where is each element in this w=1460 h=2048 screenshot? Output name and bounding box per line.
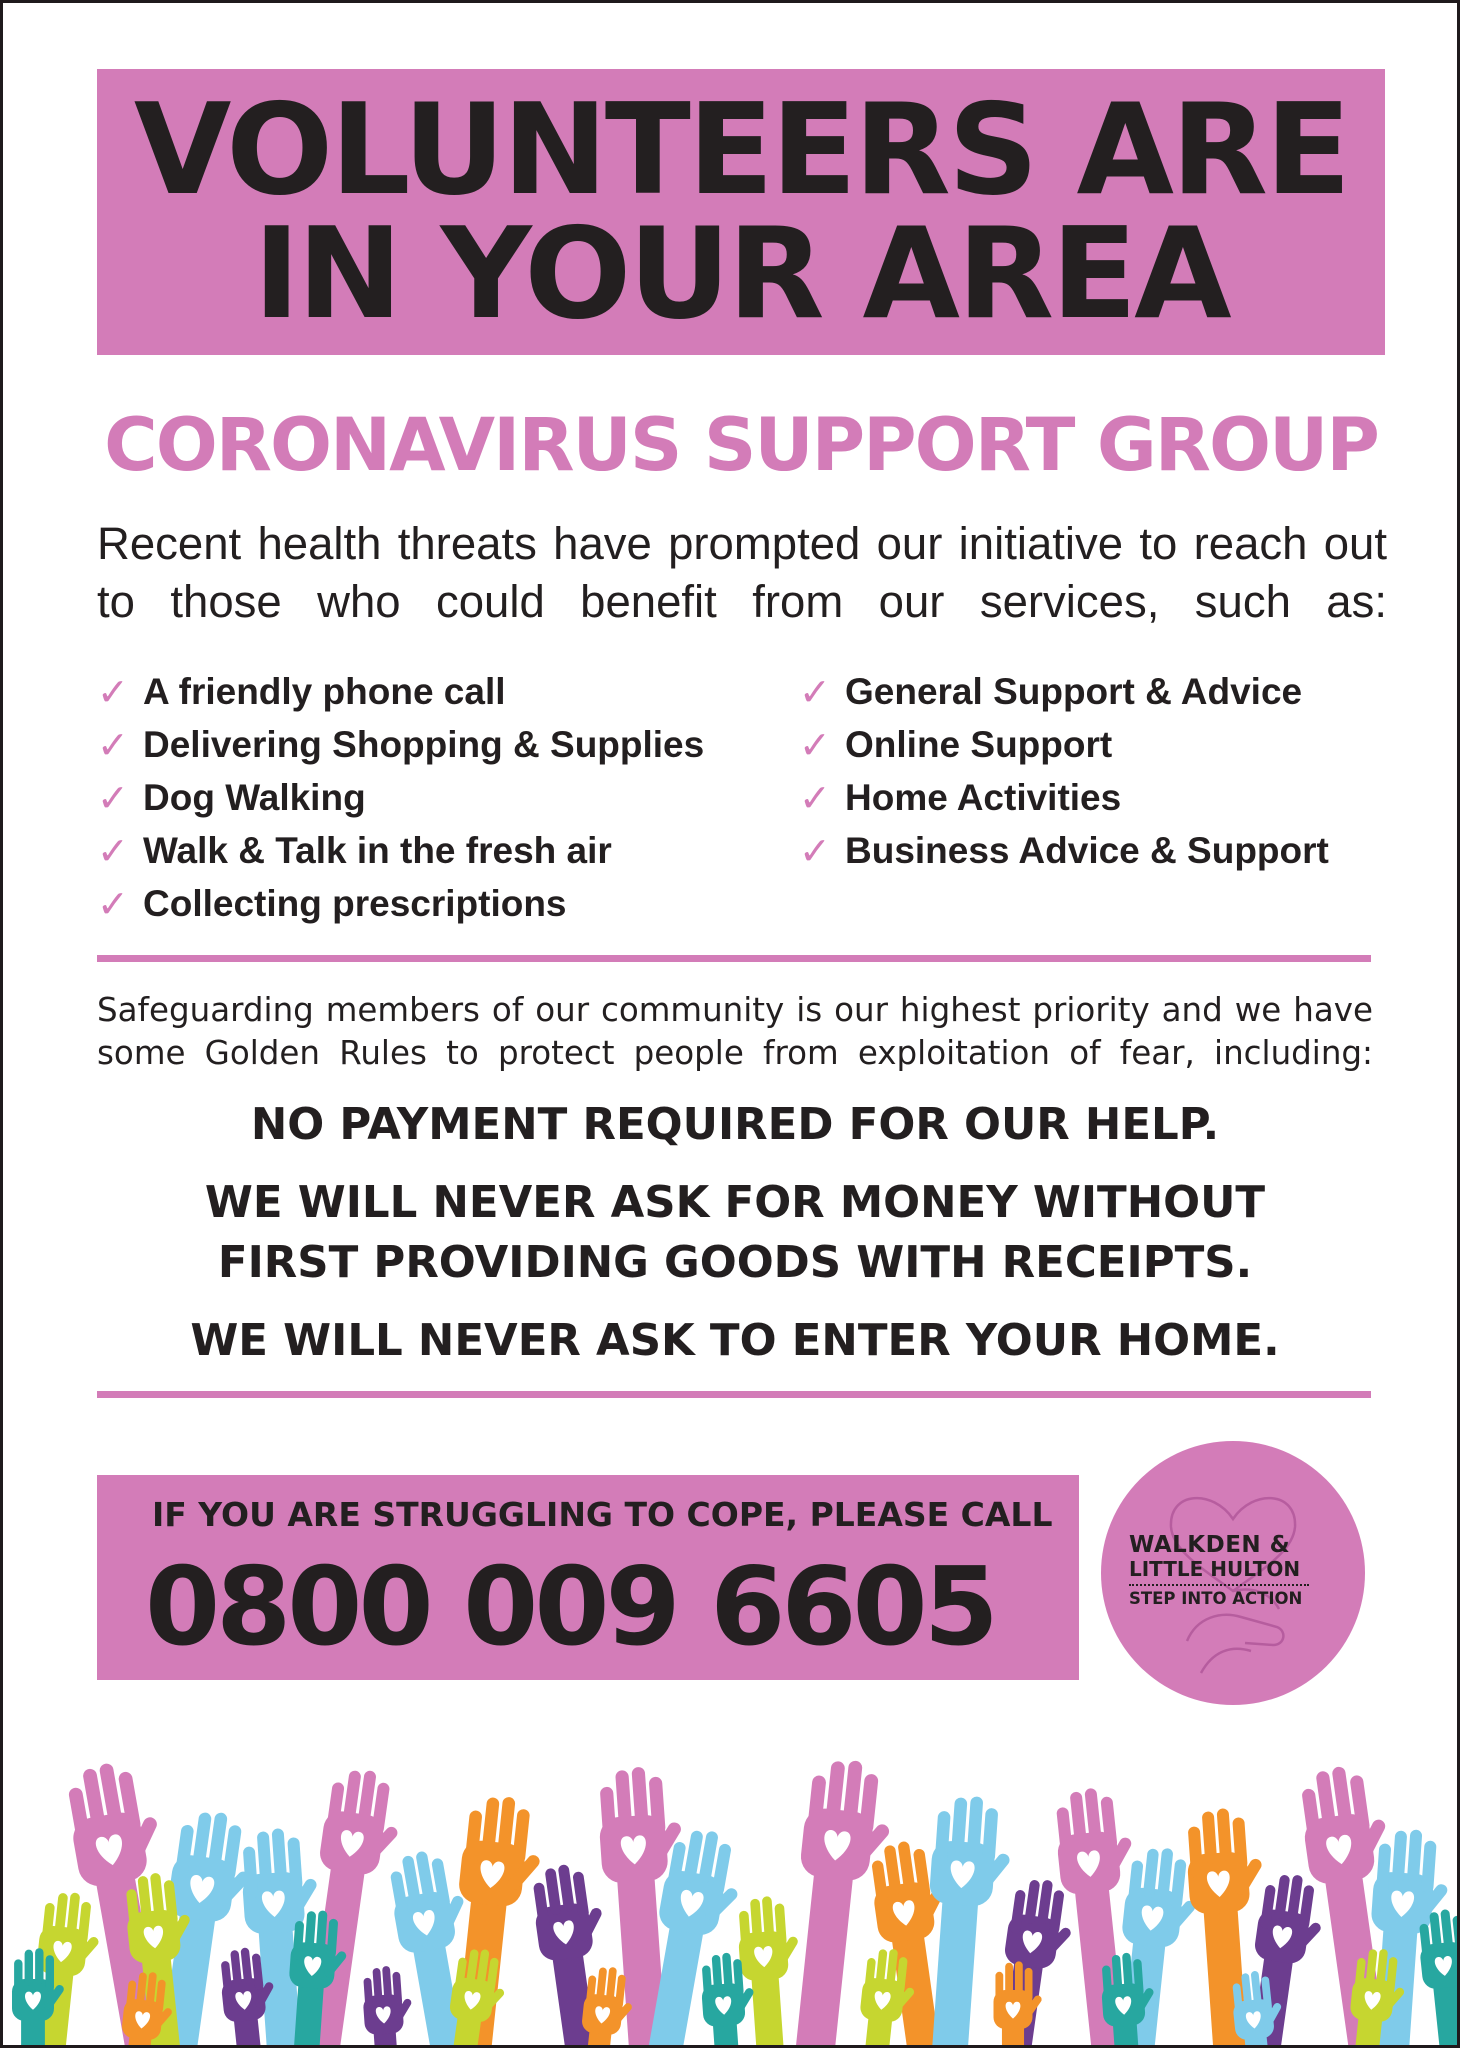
service-item	[97, 665, 704, 718]
service-label: General Support & Advice	[845, 670, 1303, 712]
logo-line-1: WALKDEN &	[1129, 1532, 1291, 1558]
raised-hand	[1416, 1907, 1460, 2048]
intro-paragraph: Recent health threats have prompted our initiative to reach out to those who could benefit from our services, such as:	[97, 518, 1387, 627]
check-icon: ✓	[97, 669, 129, 714]
helpline-number[interactable]: 0800 009 6605	[145, 1545, 995, 1670]
helpline-label: IF YOU ARE STRUGGLING TO COPE, PLEASE CALL	[152, 1495, 1053, 1534]
title-banner	[97, 69, 1385, 355]
service-item	[799, 824, 1329, 877]
check-icon: ✓	[97, 828, 129, 873]
service-item	[799, 665, 1329, 718]
check-icon: ✓	[799, 775, 831, 820]
golden-rule: WE WILL NEVER ASK FOR MONEY WITHOUT FIRST PROVIDING GOODS WITH RECEIPTS.	[204, 1178, 1266, 1288]
service-item	[97, 824, 704, 877]
golden-rule: WE WILL NEVER ASK TO ENTER YOUR HOME.	[190, 1316, 1280, 1366]
helpline-box	[97, 1475, 1079, 1680]
logo-divider	[1129, 1584, 1309, 1586]
service-item	[97, 718, 704, 771]
main-title: VOLUNTEERS ARE IN YOUR AREA	[133, 76, 1349, 347]
check-icon: ✓	[799, 669, 831, 714]
divider	[97, 955, 1371, 962]
check-icon: ✓	[97, 881, 129, 926]
logo-text	[1129, 1533, 1337, 1609]
service-item	[799, 771, 1329, 824]
service-label: Home Activities	[845, 776, 1122, 818]
safeguarding-paragraph: Safeguarding members of our community is our highest priority and we have some Golden Rules to protect people from exploitation of fear, including:	[97, 991, 1373, 1072]
service-label: Collecting prescriptions	[143, 882, 567, 924]
group-subtitle: CORONAVIRUS SUPPORT GROUP	[104, 403, 1378, 488]
services-list-left	[97, 665, 704, 930]
service-label: Delivering Shopping & Supplies	[143, 723, 705, 765]
service-item	[97, 877, 704, 930]
service-item	[97, 771, 704, 824]
check-icon: ✓	[799, 722, 831, 767]
divider	[97, 1391, 1371, 1398]
check-icon: ✓	[97, 775, 129, 820]
organisation-logo	[1101, 1441, 1365, 1705]
logo-tagline: STEP INTO ACTION	[1129, 1589, 1303, 1608]
golden-rules	[97, 1095, 1373, 1389]
service-label: Dog Walking	[143, 776, 366, 818]
services-list-right	[799, 665, 1329, 877]
golden-rule: NO PAYMENT REQUIRED FOR OUR HELP.	[250, 1100, 1220, 1150]
logo-line-2: LITTLE HULTON	[1129, 1557, 1301, 1581]
service-label: Business Advice & Support	[845, 829, 1329, 871]
service-label: Walk & Talk in the fresh air	[143, 829, 612, 871]
service-label: A friendly phone call	[143, 670, 506, 712]
service-item	[799, 718, 1329, 771]
service-label: Online Support	[845, 723, 1113, 765]
check-icon: ✓	[799, 828, 831, 873]
check-icon: ✓	[97, 722, 129, 767]
raised-hand	[361, 1964, 427, 2048]
raised-hands-illustration	[3, 1743, 1460, 2048]
